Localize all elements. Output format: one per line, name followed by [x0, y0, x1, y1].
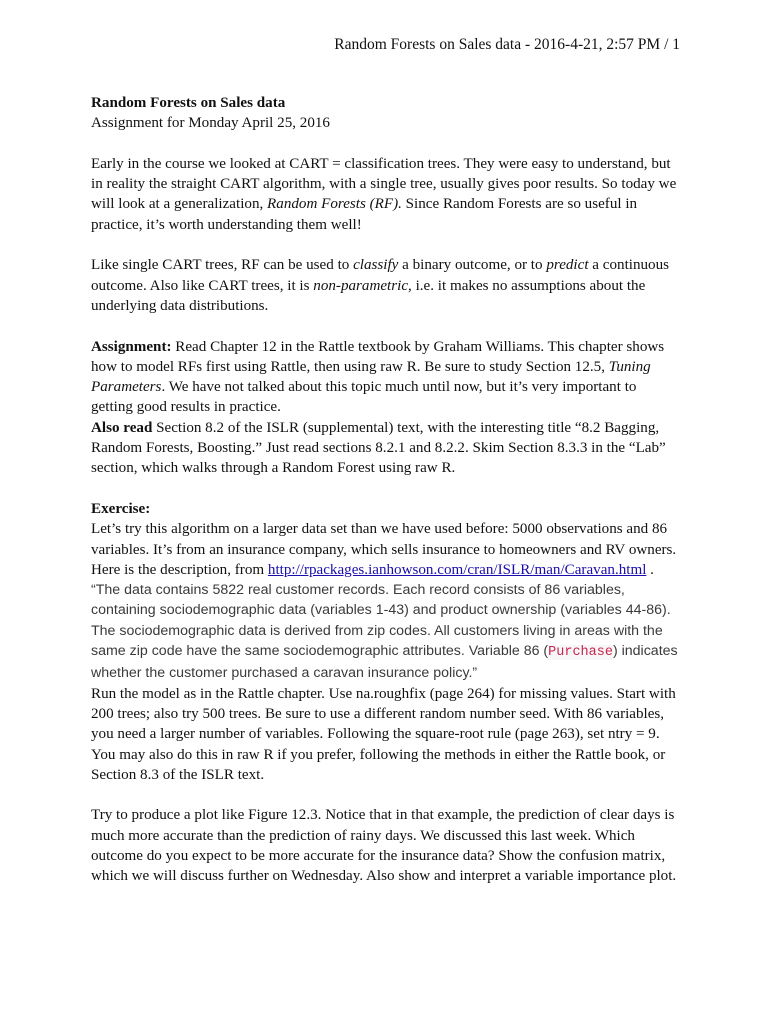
classify-emphasis: classify	[353, 257, 399, 274]
doc-subtitle: Assignment for Monday April 25, 2016	[91, 115, 330, 132]
exercise-heading	[91, 499, 681, 519]
para2-text-3: a continuous outcome. Also like CART trees, it is	[91, 257, 670, 294]
assignment-text-2: . We have not talked about this topic much until now, but it’s very important to getting good results in practice.	[91, 379, 637, 416]
final-paragraph: Try to produce a plot like Figure 12.3. Notice that in that example, the prediction of clear days is much more accurate than the prediction of rainy days. We discussed this last week. Which outcome do you expect to be more accurate for the insurance data? Show the confusion matrix, which we will discuss further on Wednesday. Also show and interpret a variable importance plot.	[91, 807, 677, 885]
assignment-paragraph	[91, 337, 681, 418]
intro-emphasis: Random Forests (RF).	[267, 196, 402, 213]
non-parametric-emphasis: non-parametric	[313, 277, 409, 294]
document-body	[91, 93, 681, 907]
caravan-quote-1: “The data contains 5822 real customer records. Each record consists of 86 variables, containing sociodemographic data (variables 1-43) and product ownership (variables 44-86). The sociodemographic data is derived from zip codes. All customers living in areas with the same zip code have the same sociodemographic attributes. Variable 86 (	[91, 582, 671, 660]
doc-title: Random Forests on Sales data	[91, 95, 286, 111]
also-read-paragraph	[91, 418, 681, 479]
intro-text-2: Since Random Forests are so useful in practice, it’s worth understanding them well!	[91, 196, 638, 233]
exercise-text-2: .	[646, 561, 654, 578]
exercise-text-1: Let’s try this algorithm on a larger data set than we have used before: 5000 observations and 86 variables. It’s from an insurance company, which sells insurance to homeowners and RV owners. Here is the description, from	[91, 521, 677, 578]
assignment-text-1: Read Chapter 12 in the Rattle textbook by Graham Williams. This chapter shows how to model RFs first using Rattle, then using raw R. Be sure to study Section 12.5,	[91, 338, 665, 375]
predict-emphasis: predict	[546, 257, 589, 274]
exercise-paragraph	[91, 519, 681, 785]
page-header: Random Forests on Sales data - 2016-4-21, 2:57 PM / 1	[334, 36, 680, 53]
caravan-quote-2: ) indicates whether the customer purchased a caravan insurance policy.”	[91, 643, 678, 682]
also-read-label: Also read	[91, 419, 153, 436]
para2-text-1: Like single CART trees, RF can be used to	[91, 257, 354, 274]
para2-text-2: a binary outcome, or to	[398, 257, 547, 274]
exercise-label: Exercise:	[91, 500, 151, 517]
also-read-text: Section 8.2 of the ISLR (supplemental) text, with the interesting title “8.2 Bagging, Random Forests, Boosting.” Just read sections 8.2.1 and 8.2.2. Skim Section 8.3.3 in the “Lab” section, which walks through a Random Forest using raw R.	[91, 419, 666, 477]
cart-comparison-paragraph	[91, 255, 681, 316]
intro-paragraph	[91, 154, 681, 235]
purchase-code: Purchase	[548, 645, 613, 661]
exercise-text-3: Run the model as in the Rattle chapter. Use na.roughfix (page 264) for missing values. Start with 200 trees; also try 500 trees. Be sure to use a different random number seed. With 86 variables, you need a larger number of variables. Following the square-root rule (page 263), set ntry = 9. You may also do this in raw R if you prefer, following the methods in either the Rattle book, or Section 8.3 of the ISLR text.	[91, 685, 676, 783]
tuning-parameters-emphasis: Tuning Parameters	[91, 358, 651, 396]
intro-text-1: Early in the course we looked at CART = classification trees. They were easy to understand, but in reality the straight CART algorithm, with a single tree, usually gives poor results. So today we will look at a generalization,	[91, 155, 677, 213]
caravan-description-link[interactable]: http://rpackages.ianhowson.com/cran/ISLR/man/Caravan.html	[267, 561, 647, 578]
assignment-label: Assignment:	[91, 338, 172, 355]
para2-text-4: , i.e. it makes no assumptions about the underlying data distributions.	[91, 277, 646, 314]
